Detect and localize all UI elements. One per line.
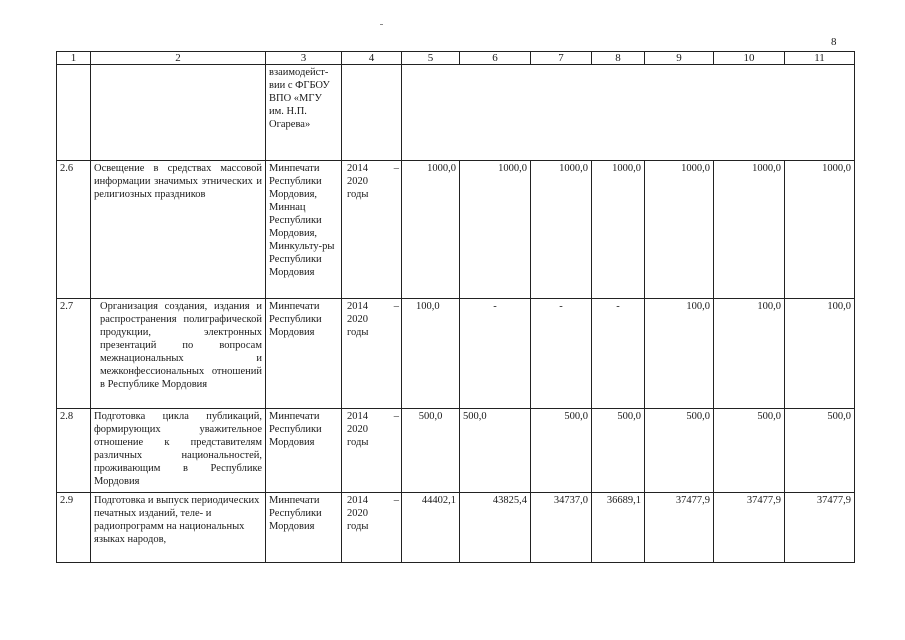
period (342, 161, 402, 299)
col-header: 3 (266, 52, 342, 65)
table-row (57, 493, 855, 563)
scan-speck (380, 24, 383, 25)
continued-row (57, 65, 855, 161)
executors: Минпечати Республики Мордовия, Миннац Республики Мордовия, Минкульту-ры Республики Мордовия (266, 161, 342, 299)
value-cell: 1000,0 (714, 161, 785, 299)
period (342, 493, 402, 563)
value-cell: 37477,9 (714, 493, 785, 563)
period (342, 299, 402, 409)
cell-empty-merged (402, 65, 855, 161)
value-cell: 43825,4 (460, 493, 531, 563)
col-header: 7 (531, 52, 592, 65)
measure-name: Освещение в средствах массовой информации значимых этнических и религиозных праздников (91, 161, 266, 299)
period-text: 2014 2020 годы (347, 301, 369, 338)
value-cell: 37477,9 (645, 493, 714, 563)
value-cell: - (531, 299, 592, 409)
value-cell: 500,0 (592, 409, 645, 493)
col-header: 6 (460, 52, 531, 65)
cell-empty (57, 65, 91, 161)
value-cell: 100,0 (714, 299, 785, 409)
value-cell: 100,0 (785, 299, 855, 409)
value-cell: 1000,0 (402, 161, 460, 299)
continued-executors: взаимодейст-вии с ФГБОУ ВПО «МГУ им. Н.П. Огарева» (266, 65, 342, 161)
value-cell: 34737,0 (531, 493, 592, 563)
page-number: 8 (831, 36, 837, 48)
period (342, 409, 402, 493)
value-cell: 500,0 (531, 409, 592, 493)
row-number: 2.9 (57, 493, 91, 563)
value-cell: 100,0 (645, 299, 714, 409)
value-cell: 1000,0 (531, 161, 592, 299)
col-header: 5 (402, 52, 460, 65)
value-cell: 500,0 (645, 409, 714, 493)
table-row (57, 161, 855, 299)
column-number-row (57, 52, 855, 65)
measure-name: Подготовка цикла публикаций, формирующих уважительное отношение к представителям различных национальностей, проживающим в Республике Мордовия (91, 409, 266, 493)
value-cell: 100,0 (402, 299, 460, 409)
cell-empty (342, 65, 402, 161)
row-number: 2.8 (57, 409, 91, 493)
executors: Минпечати Республики Мордовия (266, 409, 342, 493)
period-text: 2014 2020 годы (347, 411, 369, 448)
value-cell: - (592, 299, 645, 409)
value-cell: 44402,1 (402, 493, 460, 563)
executors: Минпечати Республики Мордовия (266, 493, 342, 563)
table-row (57, 299, 855, 409)
col-header: 2 (91, 52, 266, 65)
col-header: 9 (645, 52, 714, 65)
measure-name: Подготовка и выпуск периодических печатных изданий, теле- и радиопрограмм на национальных языках народов, (91, 493, 266, 563)
value-cell: 1000,0 (592, 161, 645, 299)
value-cell: 500,0 (714, 409, 785, 493)
row-number: 2.6 (57, 161, 91, 299)
value-cell: 36689,1 (592, 493, 645, 563)
period-text: 2014 2020 годы (347, 495, 369, 532)
col-header: 11 (785, 52, 855, 65)
row-number: 2.7 (57, 299, 91, 409)
value-cell: 37477,9 (785, 493, 855, 563)
program-table (56, 51, 855, 563)
col-header: 8 (592, 52, 645, 65)
period-dash: – (393, 411, 399, 422)
executors: Минпечати Республики Мордовия (266, 299, 342, 409)
table-row (57, 409, 855, 493)
col-header: 4 (342, 52, 402, 65)
value-cell: - (460, 299, 531, 409)
value-cell: 1000,0 (645, 161, 714, 299)
col-header: 10 (714, 52, 785, 65)
value-cell: 500,0 (402, 409, 460, 493)
value-cell: 1000,0 (785, 161, 855, 299)
cell-empty (91, 65, 266, 161)
period-dash: – (393, 163, 399, 174)
col-header: 1 (57, 52, 91, 65)
period-dash: – (393, 301, 399, 312)
value-cell: 1000,0 (460, 161, 531, 299)
period-dash: – (393, 495, 399, 506)
value-cell: 500,0 (785, 409, 855, 493)
measure-name: Организация создания, издания и распространения полиграфической продукции, электронных презентаций по вопросам межнациональных и межконфессиональных отношений в Республике Мордовия (91, 299, 266, 409)
value-cell: 500,0 (460, 409, 531, 493)
period-text: 2014 2020 годы (347, 163, 369, 200)
